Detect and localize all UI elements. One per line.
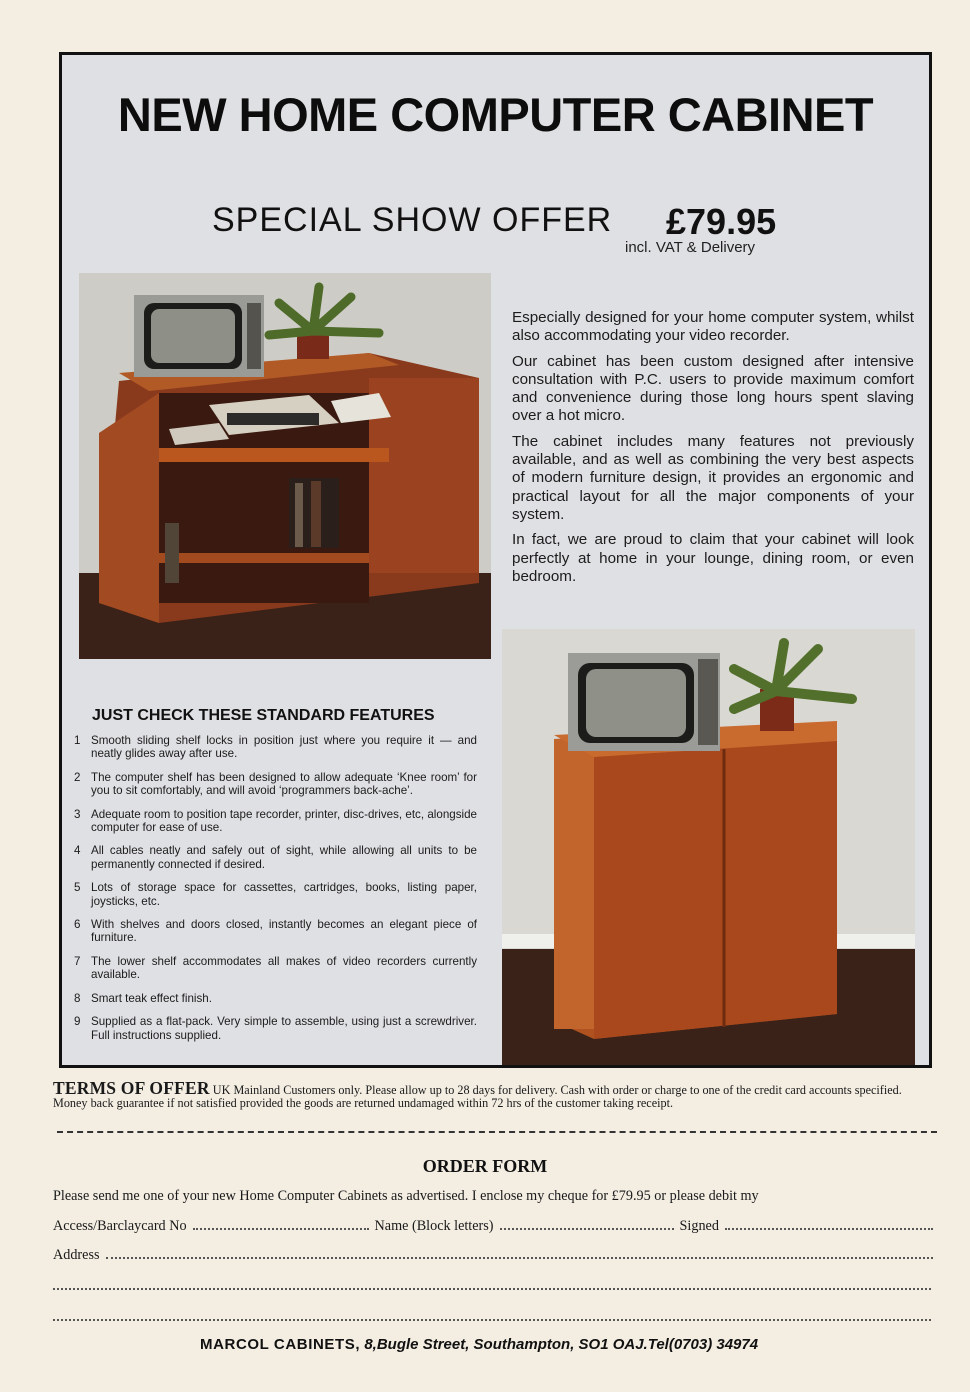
feature-number: 9 — [74, 1015, 81, 1029]
price: £79.95 — [666, 201, 777, 242]
terms-text: UK Mainland Customers only. Please allow up to 28 days for delivery. Cash with order or charge to one of the credit card accounts specified. Money back guarantee if not satisfied provided the goods are returned undamaged within 72 hrs of the customer taking receipt. — [53, 1083, 902, 1110]
description-paragraph: The cabinet includes many features not previously available, and as well as combining the very best aspects of modern furniture design, it provides an ergonomic and practical layout for all the major components of your system. — [512, 432, 914, 523]
cut-line — [57, 1131, 937, 1133]
terms-title: TERMS OF OFFER — [53, 1078, 210, 1098]
feature-number: 1 — [74, 734, 81, 747]
feature-text: The computer shelf has been designed to allow adequate ‘Knee room’ for you to sit comfortably, and will avoid ‘programmers back-ache’. — [91, 770, 477, 798]
order-form-address-row — [53, 1247, 933, 1264]
name-label: Name (Block letters) — [374, 1218, 494, 1234]
feature-number: 8 — [74, 991, 81, 1005]
feature-item — [74, 844, 477, 871]
advert-box — [59, 52, 932, 1068]
feature-text: The lower shelf accommodates all makes of video recorders currently available. — [91, 954, 477, 982]
features-list — [74, 734, 477, 1052]
order-form-title: ORDER FORM — [422, 1156, 548, 1176]
card-number-field[interactable] — [193, 1218, 369, 1230]
address-field-line-3[interactable] — [53, 1319, 931, 1321]
order-form-intro: Please send me one of your new Home Computer Cabinets as advertised. I enclose my cheque for £79.95 or please debit my — [53, 1188, 759, 1204]
feature-number: 7 — [74, 954, 81, 968]
description-text — [512, 309, 914, 593]
cabinet-open-photo — [79, 273, 491, 659]
feature-item — [74, 808, 477, 835]
feature-item — [74, 734, 477, 761]
description-paragraph: Our cabinet has been custom designed after intensive consultation with P.C. users to provide maximum comfort and convenience during those long hours spent slaving over a hot micro. — [512, 352, 914, 425]
address-field-line-2[interactable] — [53, 1288, 931, 1290]
signature-field[interactable] — [725, 1218, 933, 1230]
headline: NEW HOME COMPUTER CABINET — [117, 88, 874, 141]
feature-text: All cables neatly and safely out of sight, while allowing all units to be permanently connected if desired. — [91, 844, 477, 871]
signed-label: Signed — [679, 1218, 719, 1234]
feature-text: With shelves and doors closed, instantly becomes an elegant piece of furniture. — [91, 918, 477, 945]
feature-text: Lots of storage space for cassettes, cartridges, books, listing paper, joysticks, etc. — [91, 881, 477, 908]
feature-number: 3 — [74, 807, 81, 821]
cabinet-closed-photo — [502, 629, 915, 1065]
feature-item — [74, 918, 477, 945]
feature-item — [74, 955, 477, 982]
terms-of-offer — [53, 1078, 935, 1110]
card-number-label: Access/Barclaycard No — [53, 1218, 187, 1234]
feature-item — [74, 771, 477, 798]
feature-number: 2 — [74, 770, 81, 784]
company-name: MARCOL CABINETS, — [200, 1336, 361, 1353]
name-field[interactable] — [500, 1218, 674, 1230]
address-field-line-1[interactable] — [106, 1247, 934, 1259]
features-title: JUST CHECK THESE STANDARD FEATURES — [92, 707, 435, 724]
feature-text: Smooth sliding shelf locks in position just where you require it — and neatly glides away after use. — [91, 734, 477, 761]
feature-text: Smart teak effect finish. — [91, 991, 212, 1005]
price-note: incl. VAT & Delivery — [625, 239, 756, 256]
special-offer-label: SPECIAL SHOW OFFER — [212, 201, 613, 239]
description-paragraph: In fact, we are proud to claim that your cabinet will look perfectly at home in your lounge, dining room, or even bedroom. — [512, 531, 914, 585]
feature-number: 5 — [74, 881, 81, 895]
feature-text: Supplied as a flat-pack. Very simple to assemble, using just a screwdriver. Full instructions supplied. — [91, 1015, 477, 1042]
order-form-card-row — [53, 1218, 933, 1235]
feature-item — [74, 1015, 477, 1042]
feature-number: 4 — [74, 844, 81, 858]
company-footer — [200, 1336, 758, 1353]
description-paragraph: Especially designed for your home computer system, whilst also accommodating your video recorder. — [512, 309, 914, 345]
feature-item — [74, 881, 477, 908]
company-address: 8,Bugle Street, Southampton, SO1 OAJ.Tel(0703) 34974 — [364, 1336, 759, 1353]
feature-item — [74, 992, 477, 1005]
address-label: Address — [53, 1247, 100, 1263]
feature-number: 6 — [74, 918, 81, 932]
feature-text: Adequate room to position tape recorder, printer, disc-drives, etc, alongside computer for ease of use. — [91, 807, 477, 835]
